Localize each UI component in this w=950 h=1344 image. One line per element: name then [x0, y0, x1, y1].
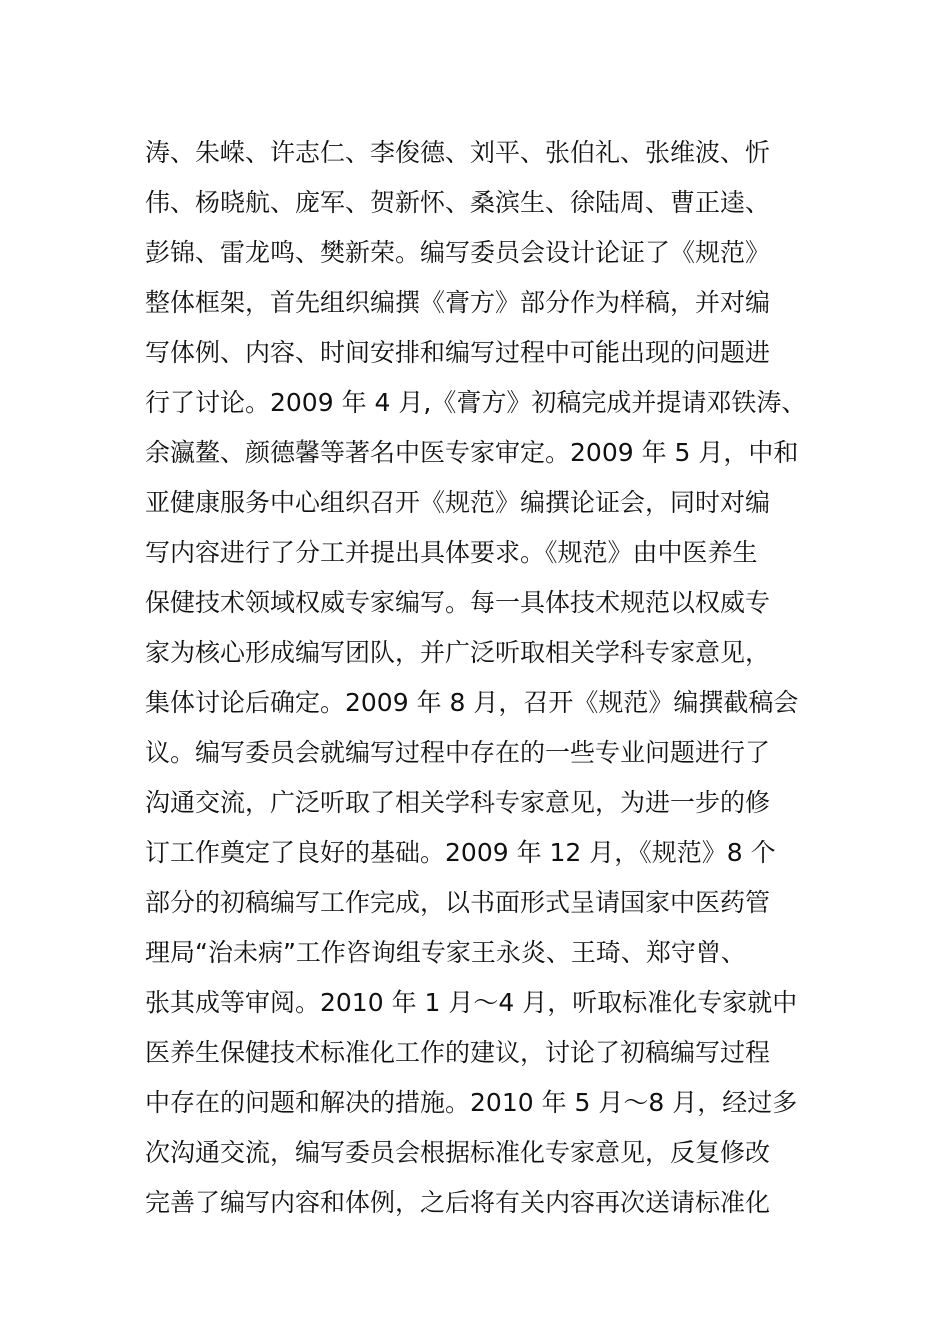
- text-line: 整体框架，首先组织编撰《膏方》部分作为样稿，并对编: [145, 288, 771, 317]
- text-line: 彭锦、雷龙鸣、樊新荣。编写委员会设计论证了《规范》: [145, 238, 771, 267]
- text-line: 涛、朱嵘、许志仁、李俊德、刘平、张伯礼、张维波、忻: [145, 138, 771, 167]
- text-line: 写内容进行了分工并提出具体要求。《规范》由中医养生: [145, 538, 758, 567]
- text-line: 家为核心形成编写团队，并广泛听取相关学科专家意见，: [145, 638, 771, 667]
- body-paragraph: [145, 128, 825, 1228]
- text-line: 余瀛鳌、颜德馨等著名中医专家审定。2009 年 5 月，中和: [145, 438, 799, 467]
- text-line: 完善了编写内容和体例，之后将有关内容再次送请标准化: [145, 1188, 771, 1217]
- text-line: 亚健康服务中心组织召开《规范》编撰论证会，同时对编: [145, 488, 771, 517]
- text-line: 理局“治未病”工作咨询组专家王永炎、王琦、郑守曾、: [145, 938, 746, 967]
- text-line: 写体例、内容、时间安排和编写过程中可能出现的问题进: [145, 338, 771, 367]
- text-line: 集体讨论后确定。2009 年 8 月，召开《规范》编撰截稿会: [145, 688, 799, 717]
- text-line: 张其成等审阅。2010 年 1 月～4 月，听取标准化专家就中: [145, 988, 798, 1017]
- text-line: 订工作奠定了良好的基础。2009 年 12 月，《规范》8 个: [145, 838, 776, 867]
- text-line: 中存在的问题和解决的措施。2010 年 5 月～8 月，经过多: [145, 1088, 798, 1117]
- text-line: 沟通交流，广泛听取了相关学科专家意见，为进一步的修: [145, 788, 771, 817]
- text-line: 医养生保健技术标准化工作的建议，讨论了初稿编写过程: [145, 1038, 771, 1067]
- text-line: 议。编写委员会就编写过程中存在的一些专业问题进行了: [145, 738, 771, 767]
- text-line: 部分的初稿编写工作完成，以书面形式呈请国家中医药管: [145, 888, 771, 917]
- text-line: 次沟通交流，编写委员会根据标准化专家意见，反复修改: [145, 1138, 771, 1167]
- text-line: 行了讨论。2009 年 4 月,《膏方》初稿完成并提请邓铁涛、: [145, 388, 807, 417]
- text-line: 保健技术领域权威专家编写。每一具体技术规范以权威专: [145, 588, 771, 617]
- text-line: 伟、杨晓航、庞军、贺新怀、桑滨生、徐陆周、曹正逵、: [145, 188, 771, 217]
